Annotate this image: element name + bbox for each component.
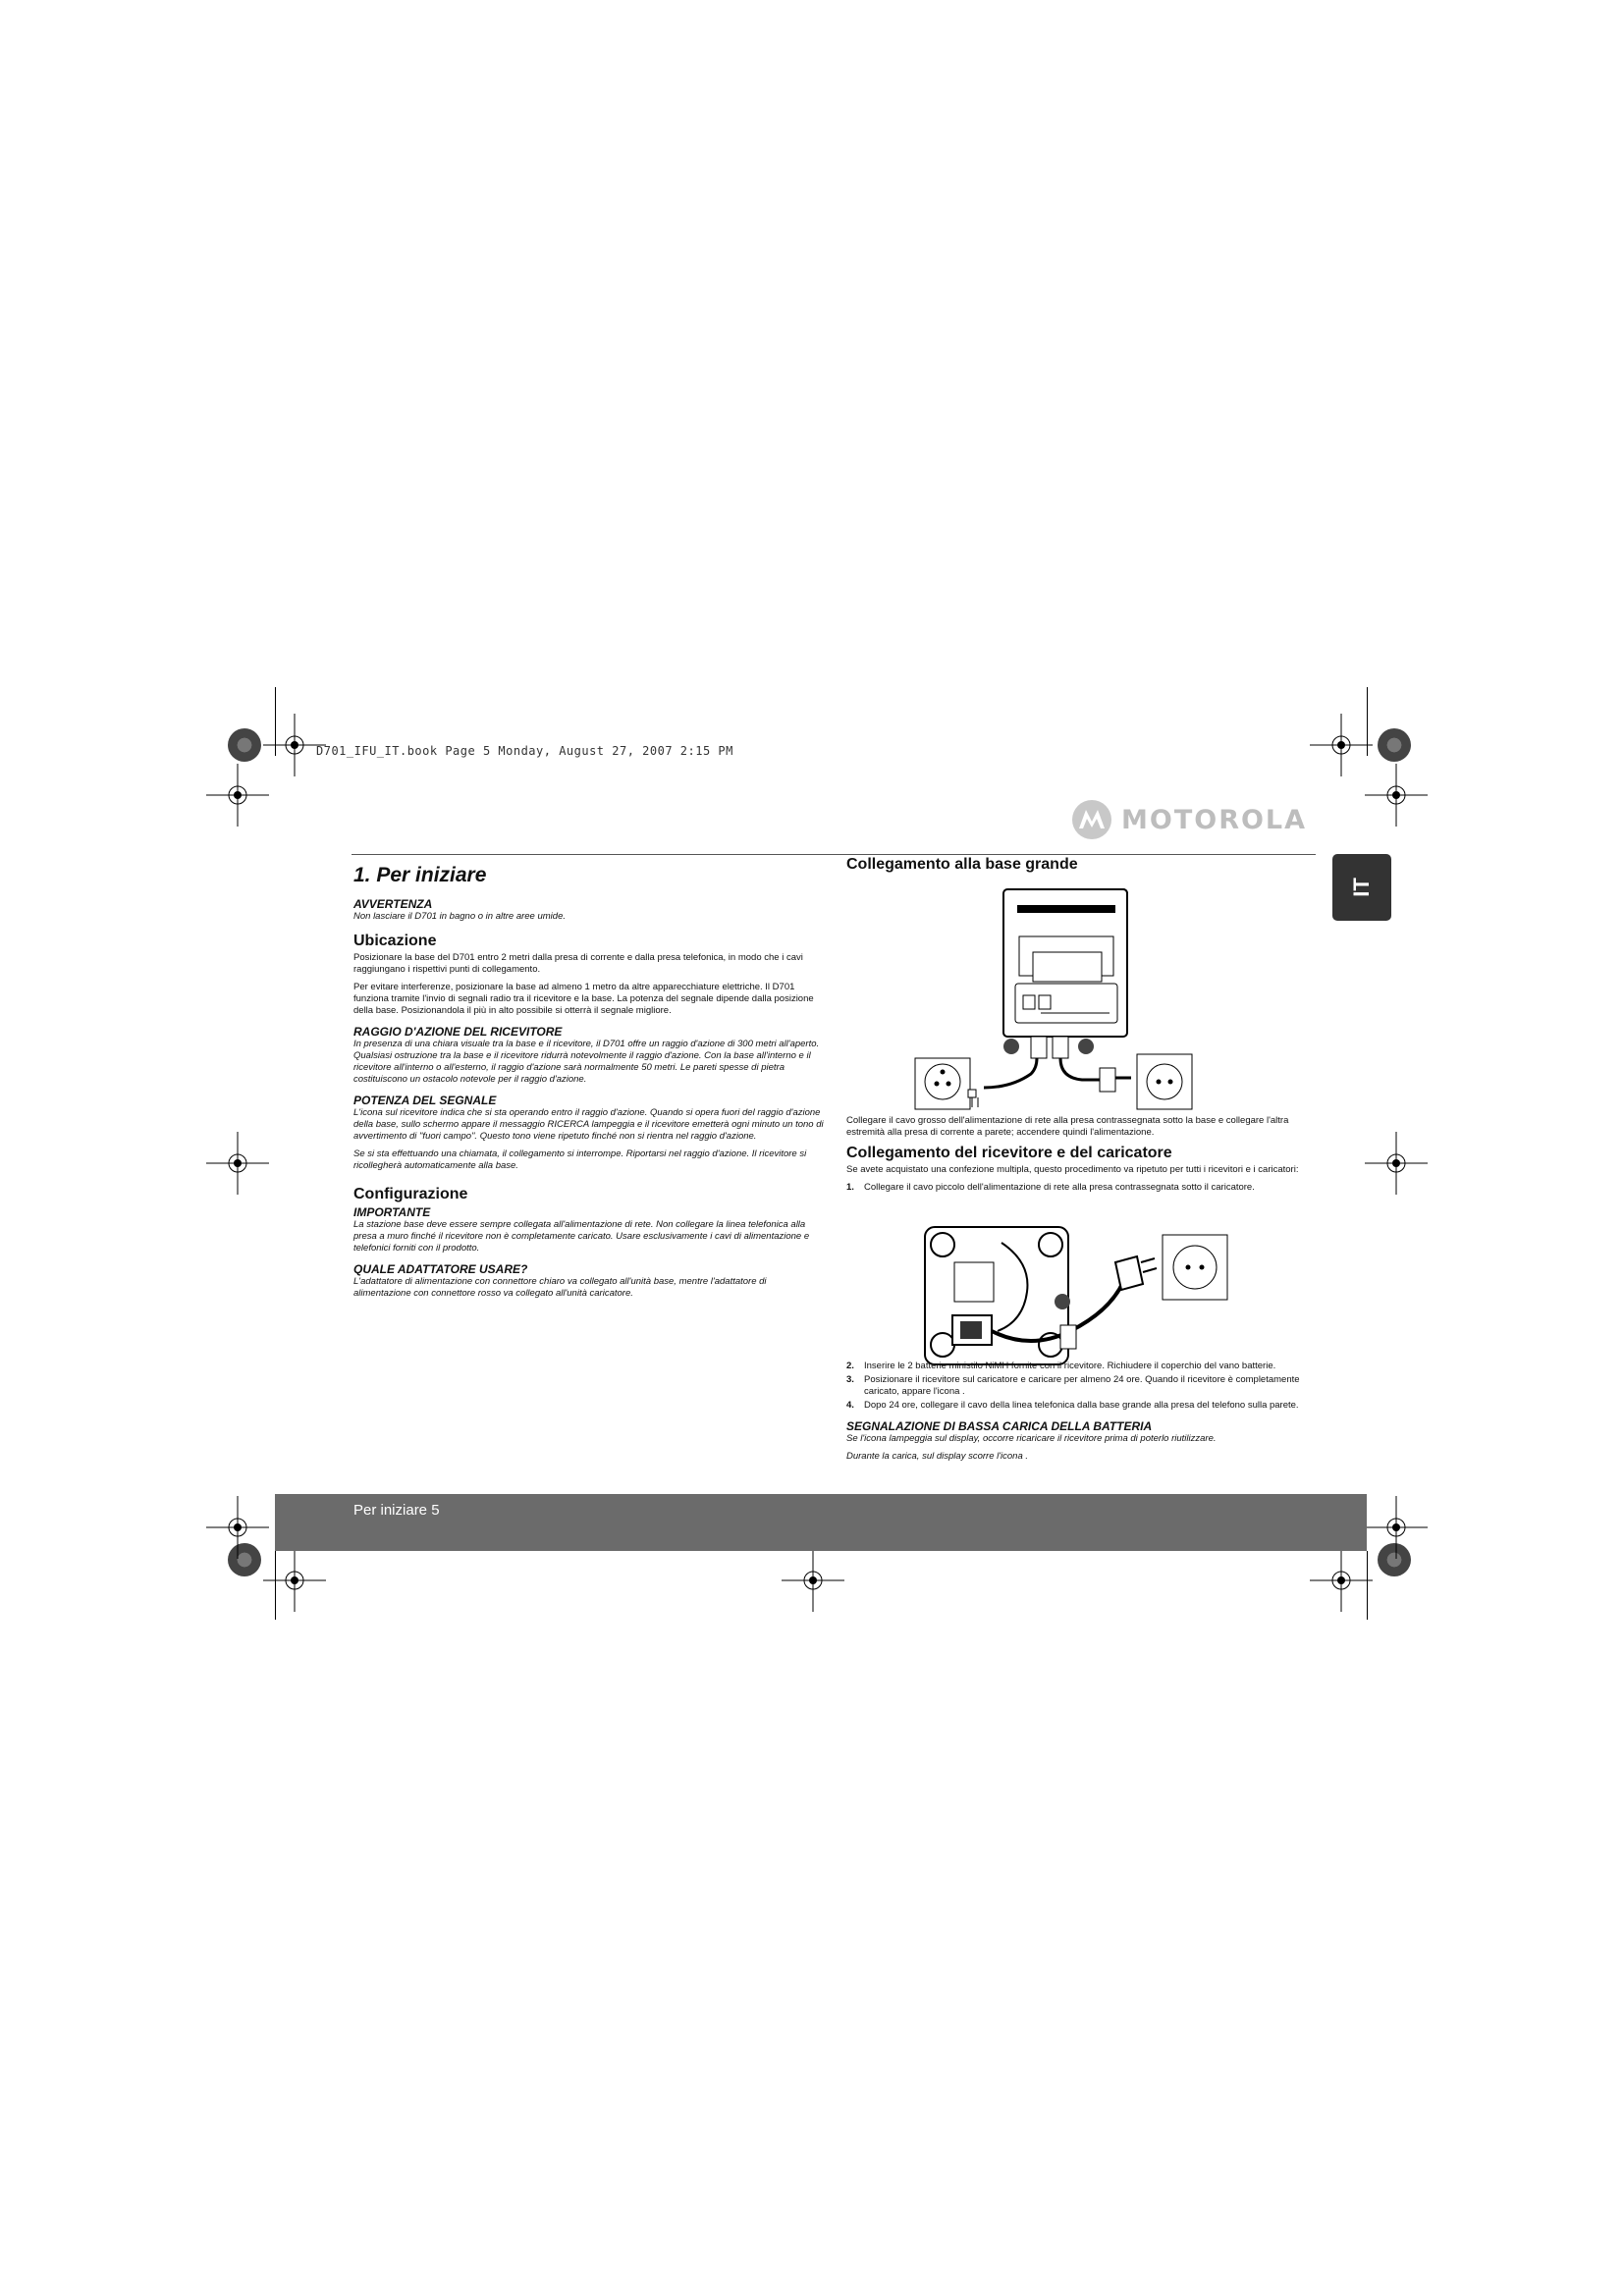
list-item: 1. Collegare il cavo piccolo dell'alimentazione di rete alla presa contrassegnata sotto il caricatore. bbox=[846, 1182, 1255, 1193]
base-connection-diagram bbox=[913, 885, 1208, 1113]
location-paragraph: Posizionare la base del D701 entro 2 metri dalla presa di corrente e dalla presa telefonica, in modo che i cavi raggiungano i rispettivi punti di collegamento. bbox=[353, 952, 803, 975]
crosshair-mark bbox=[206, 1132, 269, 1195]
crosshair-mark bbox=[206, 764, 269, 827]
right-column bbox=[846, 1115, 1316, 1200]
range-heading: RAGGIO D'AZIONE DEL RICEVITORE bbox=[353, 1025, 563, 1039]
page-title: 1. Per iniziare bbox=[353, 864, 487, 886]
crosshair-mark bbox=[1310, 714, 1373, 776]
steps-list-1 bbox=[846, 1182, 1316, 1194]
range-text: In presenza di una chiara visuale tra la base e il ricevitore, il D701 offre un raggio d'azione di 300 metri all'aperto. Qualsiasi ostruzione tra la base e il ricevitore ridurrà notevolmente il raggio d'azione. Con la base all'interno e il ricevitore all'interno o all'esterno, il raggio d'azione sarà normalmente 50 metri. Le pareti spesse di pietra costituiscono un ostacolo notevole per il raggio d'azione. bbox=[353, 1039, 820, 1085]
handset-connection-heading: Collegamento del ricevitore e del caricatore bbox=[846, 1145, 1172, 1161]
important-heading: IMPORTANTE bbox=[353, 1205, 431, 1219]
list-item: 3. Posizionare il ricevitore sul caricatore e caricare per almeno 24 ore. Quando il ricevitore è completamente caricato, appare l'icona . bbox=[846, 1374, 1300, 1397]
left-column bbox=[353, 864, 825, 1306]
warning-text: Non lasciare il D701 in bagno o in altre aree umide. bbox=[353, 911, 566, 922]
right-column-lower bbox=[846, 1361, 1316, 1468]
registration-mark bbox=[228, 728, 261, 762]
charger-connection-diagram bbox=[913, 1223, 1237, 1368]
handset-intro: Se avete acquistato una confezione multipla, questo procedimento va ripetuto per tutti i ricevitori e i caricatori: bbox=[846, 1164, 1299, 1175]
battery-text: Durante la carica, sul display scorre l'icona . bbox=[846, 1451, 1029, 1462]
adapter-text: L'adattatore di alimentazione con connettore chiaro va collegato all'unità base, mentre l'adattatore di alimentazione con connettore rosso va collegato all'unità caricatore. bbox=[353, 1276, 767, 1299]
location-heading: Ubicazione bbox=[353, 933, 437, 949]
crosshair-mark bbox=[206, 1496, 269, 1559]
footer-band bbox=[275, 1494, 1367, 1551]
crosshair-mark bbox=[782, 1549, 844, 1612]
list-item: 4. Dopo 24 ore, collegare il cavo della linea telefonica dalla base grande alla presa del telefono sulla parete. bbox=[846, 1400, 1299, 1411]
crop-line bbox=[1367, 1551, 1368, 1620]
signal-text: Se si sta effettuando una chiamata, il collegamento si interrompe. Riportarsi nel raggio d'azione. Il ricevitore si ricollegherà automaticamente alla base. bbox=[353, 1148, 807, 1171]
config-heading: Configurazione bbox=[353, 1186, 468, 1202]
file-info-line: D701_IFU_IT.book Page 5 Monday, August 27, 2007 2:15 PM bbox=[316, 744, 733, 758]
header-rule bbox=[352, 854, 1316, 855]
signal-heading: POTENZA DEL SEGNALE bbox=[353, 1094, 497, 1107]
crop-line bbox=[1367, 687, 1368, 756]
page-label: Per iniziare 5 bbox=[353, 1502, 440, 1519]
base-connection-text: Collegare il cavo grosso dell'alimentazione di rete alla presa contrassegnata sotto la base e collegare l'altra estremità alla presa di corrente a parete; accendere quindi l'alimentazione. bbox=[846, 1115, 1289, 1138]
important-text: La stazione base deve essere sempre collegata all'alimentazione di rete. Non collegare la linea telefonica alla presa a muro finché il ricevitore non è completamente caricato. Usare esclusivamente i cavi di alimentazione e telefonici forniti con il prodotto. bbox=[353, 1219, 810, 1254]
crop-line bbox=[275, 687, 276, 756]
brand-logo bbox=[1070, 795, 1316, 844]
list-item: 2. Inserire le 2 batterie ministilo NiMH fornite con il ricevitore. Richiudere il coperchio del vano batterie. bbox=[846, 1361, 1276, 1371]
battery-heading: SEGNALAZIONE DI BASSA CARICA DELLA BATTERIA bbox=[846, 1419, 1153, 1433]
battery-text: Se l'icona lampeggia sul display, occorre ricaricare il ricevitore prima di poterlo riutilizzare. bbox=[846, 1433, 1217, 1444]
crosshair-mark bbox=[1310, 1549, 1373, 1612]
motorola-batwing-icon bbox=[1070, 798, 1113, 841]
crosshair-mark bbox=[263, 1549, 326, 1612]
registration-mark bbox=[1378, 728, 1411, 762]
crosshair-mark bbox=[1365, 764, 1428, 827]
base-connection-heading: Collegamento alla base grande bbox=[846, 856, 1078, 873]
crop-line bbox=[275, 1551, 276, 1620]
brand-name: MOTOROLA bbox=[1121, 804, 1308, 835]
language-tab: IT bbox=[1332, 854, 1391, 921]
steps-list-2 bbox=[846, 1361, 1316, 1412]
warning-heading: AVVERTENZA bbox=[353, 897, 433, 911]
crosshair-mark bbox=[1365, 1132, 1428, 1195]
crosshair-mark bbox=[1365, 1496, 1428, 1559]
location-paragraph: Per evitare interferenze, posizionare la base ad almeno 1 metro da altre apparecchiature elettriche. Il D701 funziona tramite l'invio di segnali radio tra il ricevitore e la base. La potenza del segnale dipende dalla posizione della base. Posizionandola il più in alto possibile si otterrà il segnale migliore. bbox=[353, 982, 814, 1016]
signal-text: L'icona sul ricevitore indica che si sta operando entro il raggio d'azione. Quando si opera fuori del raggio d'azione della base, sullo schermo appare il messaggio RICERCA lampeggia e il ricevitore emetterà ogni minuto un tono di avvertimento di "fuori campo". Questo tono viene ripetuto finché non si rientra nel raggio d'azione. bbox=[353, 1107, 824, 1142]
adapter-heading: QUALE ADATTATORE USARE? bbox=[353, 1262, 528, 1276]
